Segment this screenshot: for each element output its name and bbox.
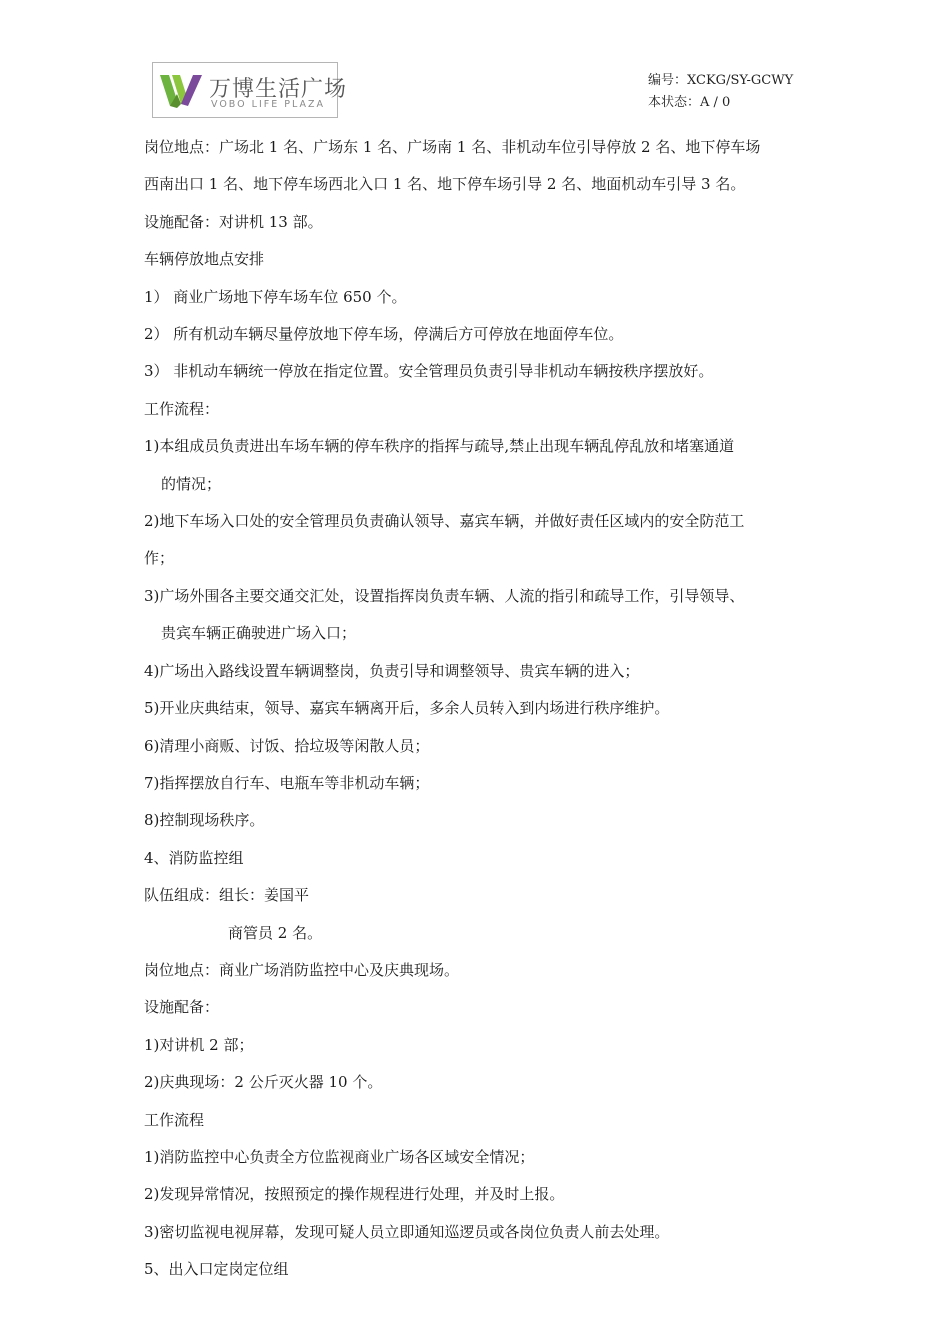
- list-item: 3)广场外围各主要交通交汇处，设置指挥岗负责车辆、人流的指引和疏导工作，引导领导、: [144, 586, 745, 605]
- paragraph-line: 岗位地点：广场北 1 名、广场东 1 名、广场南 1 名、非机动车位引导停放 2 名、地下停车场: [144, 138, 761, 156]
- section-heading: 车辆停放地点安排: [144, 250, 265, 269]
- list-item: 1） 商业广场地下停车场车位 650 个。: [144, 287, 407, 306]
- list-item: 3)密切监视电视屏幕，发现可疑人员立即通知巡逻员或各岗位负责人前去处理。: [144, 1222, 670, 1241]
- list-item-continuation: 的情况；: [161, 474, 222, 493]
- paragraph-line: 岗位地点：商业广场消防监控中心及庆典现场。: [144, 960, 460, 979]
- paragraph-line: 设施配备：: [144, 998, 220, 1017]
- list-item: 4)广场出入路线设置车辆调整岗，负责引导和调整领导、贵宾车辆的进入；: [144, 661, 640, 680]
- paragraph-line: 设施配备：对讲机 13 部。: [144, 212, 323, 231]
- list-item: 3） 非机动车辆统一停放在指定位置。安全管理员负责引导非机动车辆按秩序摆放好。: [144, 362, 714, 381]
- list-item-continuation: 贵宾车辆正确驶进广场入口；: [161, 624, 357, 643]
- list-item: 2)庆典现场：2 公斤灭火器 10 个。: [144, 1073, 383, 1092]
- section-heading: 4、消防监控组: [144, 848, 244, 867]
- document-body: [144, 129, 814, 1289]
- list-item: 1)对讲机 2 部；: [144, 1035, 254, 1054]
- vobo-w-logo-icon: [159, 70, 207, 110]
- list-item: 2） 所有机动车辆尽量停放地下停车场，停满后方可停放在地面停车位。: [144, 325, 624, 344]
- list-item-continuation: 作；: [144, 549, 175, 568]
- list-item: 2)发现异常情况，按照预定的操作规程进行处理，并及时上报。: [144, 1185, 565, 1204]
- logo-chinese-name: 万博生活广场: [209, 77, 348, 102]
- vobo-logo: [152, 62, 348, 118]
- list-item: 7)指挥摆放自行车、电瓶车等非机动车辆；: [144, 773, 430, 792]
- list-item: 5)开业庆典结束，领导、嘉宾车辆离开后，多余人员转入到内场进行秩序维护。: [144, 699, 670, 718]
- document-status: 本状态：A / 0: [648, 95, 731, 110]
- document-meta: [648, 70, 793, 114]
- list-item: 1)本组成员负责进出车场车辆的停车秩序的指挥与疏导,禁止出现车辆乱停乱放和堵塞通道: [144, 437, 735, 456]
- list-item: 1)消防监控中心负责全方位监视商业广场各区域安全情况；: [144, 1147, 535, 1166]
- list-item: 6)清理小商贩、讨饭、拾垃圾等闲散人员；: [144, 736, 430, 755]
- paragraph-line: 商管员 2 名。: [228, 923, 323, 942]
- paragraph-line: 队伍组成：组长：姜国平: [144, 886, 310, 905]
- section-heading: 工作流程: [144, 1110, 205, 1129]
- list-item: 2)地下车场入口处的安全管理员负责确认领导、嘉宾车辆，并做好责任区域内的安全防范工: [144, 512, 745, 531]
- paragraph-line: 西南出口 1 名、地下停车场西北入口 1 名、地下停车场引导 2 名、地面机动车引导 3 名。: [144, 175, 746, 194]
- list-item: 8)控制现场秩序。: [144, 811, 265, 830]
- section-heading: 工作流程：: [144, 399, 220, 418]
- logo-english-name: VOBO LIFE PLAZA: [211, 99, 325, 110]
- document-number: 编号：XCKG/SY-GCWY: [648, 73, 794, 88]
- section-heading: 5、出入口定岗定位组: [144, 1260, 289, 1279]
